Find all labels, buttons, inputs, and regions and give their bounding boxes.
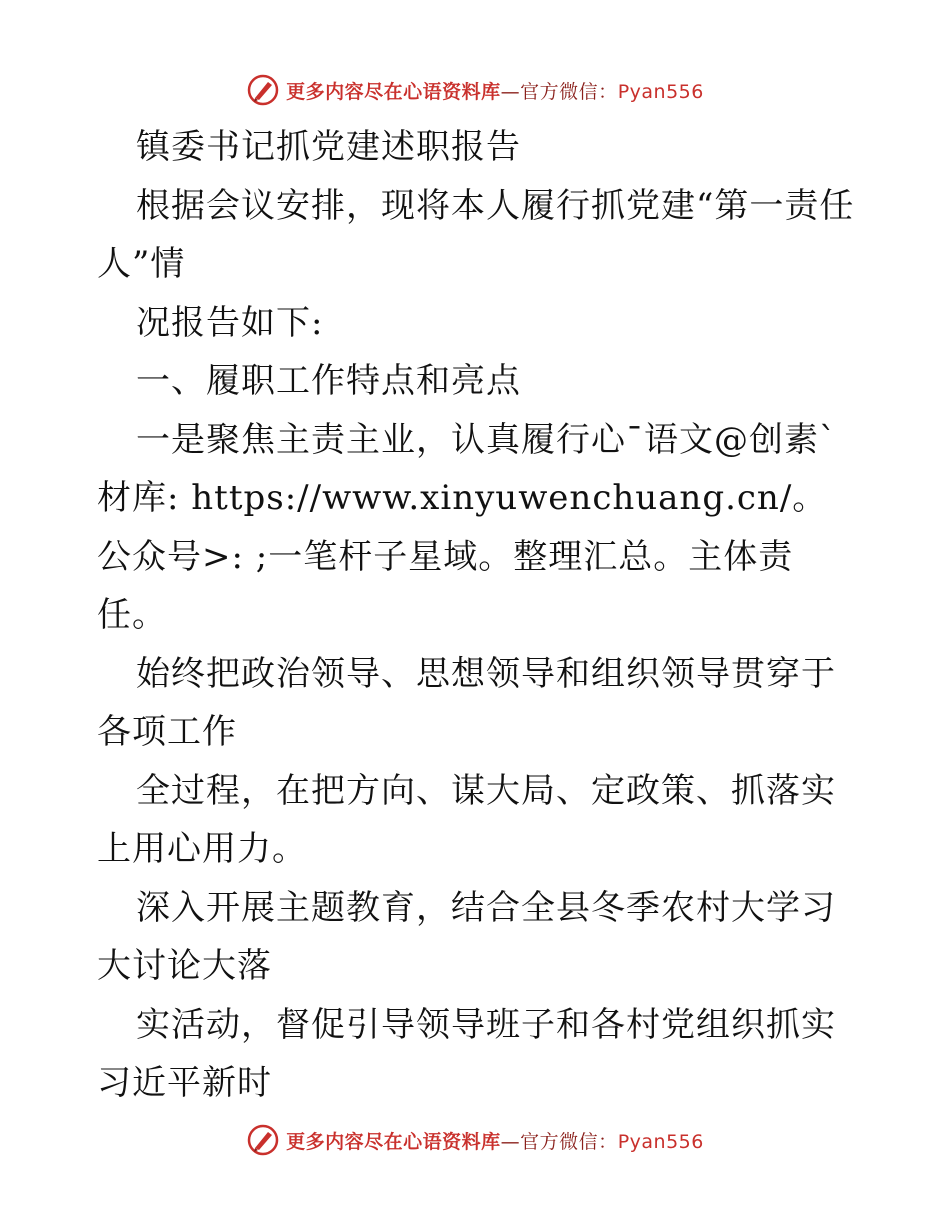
- paragraph: 根据会议安排，现将本人履行抓党建“第一责任人”情: [97, 185, 855, 284]
- document-title: 镇委书记抓党建述职报告: [136, 127, 521, 167]
- header-banner: [0, 70, 950, 110]
- banner-wechat-id: Pyan556: [617, 80, 704, 103]
- section-heading: 一、履职工作特点和亮点: [136, 361, 521, 401]
- banner-dash: —: [500, 80, 521, 103]
- paragraph: 一是聚焦主责主业，认真履行心¯语文@创素`材库: https://www.xinyuwenchuang.cn/。公众号>: ;一笔杆子星域。整理汇总。主体责任。: [97, 419, 837, 635]
- banner-text: [286, 1127, 704, 1154]
- paragraph: 全过程，在把方向、谋大局、定政策、抓落实上用心用力。: [97, 770, 836, 869]
- banner-dash: —: [500, 1130, 521, 1153]
- paragraph: 始终把政治领导、思想领导和组织领导贯穿于各项工作: [97, 653, 836, 752]
- paragraph: 况报告如下:: [136, 302, 324, 343]
- paragraph: 实活动，督促引导领导班子和各村党组织抓实习近平新时: [97, 1004, 836, 1103]
- banner-wechat-id: Pyan556: [617, 1130, 704, 1153]
- banner-wechat-label: 官方微信：: [520, 1130, 618, 1153]
- paragraph: 深入开展主题教育，结合全县冬季农村大学习大讨论大落: [97, 887, 836, 986]
- banner-wechat-label: 官方微信：: [520, 80, 618, 103]
- document-body: [97, 118, 857, 1113]
- banner-title: 更多内容尽在心语资料库: [286, 1130, 501, 1153]
- pen-logo-icon: [246, 73, 280, 107]
- footer-banner: [0, 1120, 950, 1160]
- pen-logo-icon: [246, 1123, 280, 1157]
- banner-title: 更多内容尽在心语资料库: [286, 80, 501, 103]
- banner-text: [286, 77, 704, 104]
